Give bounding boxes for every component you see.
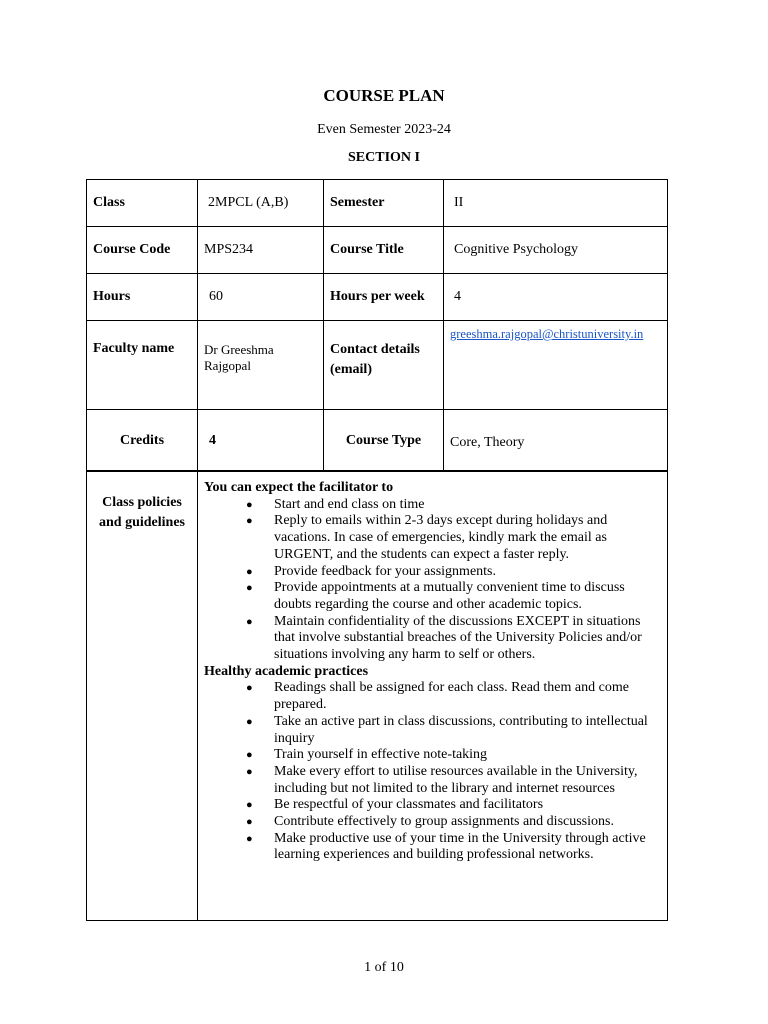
course-title-value: Cognitive Psychology (443, 226, 668, 274)
semester-label: Semester (323, 179, 444, 227)
credits-label: Credits (86, 409, 198, 472)
list-item: ● Provide feedback for your assignments. (204, 564, 661, 581)
contact-cell (443, 320, 668, 410)
policies-label: Class policies and guidelines (86, 470, 198, 921)
course-title-label: Course Title (323, 226, 444, 274)
facilitator-list (204, 497, 661, 664)
list-item: ● Take an active part in class discussions, contributing to intellectual inquiry (204, 714, 661, 747)
page-number: 1 of 10 (364, 960, 404, 975)
course-code-label: Course Code (86, 226, 198, 274)
practices-heading: Healthy academic practices (204, 663, 369, 679)
list-item: ● Provide appointments at a mutually convenient time to discuss doubts regarding the course and other academic topics. (204, 580, 661, 613)
contact-label: Contact details (email) (323, 320, 444, 410)
semester-value: II (443, 179, 668, 227)
semester-line: Even Semester 2023-24 (317, 122, 451, 137)
course-type-label: Course Type (323, 409, 444, 472)
list-item: ● Contribute effectively to group assignments and discussions. (204, 814, 661, 831)
list-item: ● Start and end class on time (204, 497, 661, 514)
section-heading: SECTION I (348, 150, 420, 165)
faculty-value: Dr Greeshma Rajgopal (197, 320, 324, 410)
course-info-table (86, 179, 668, 921)
list-item: ● Maintain confidentiality of the discussions EXCEPT in situations that involve substantial breaches of the University Policies and/or situations involving any harm to self or others. (204, 614, 661, 664)
document-title: COURSE PLAN (323, 86, 445, 105)
faculty-label: Faculty name (86, 320, 198, 410)
class-value: 2MPCL (A,B) (197, 179, 324, 227)
course-code-value: MPS234 (197, 226, 324, 274)
facilitator-heading: You can expect the facilitator to (204, 480, 394, 495)
list-item: ● Make every effort to utilise resources available in the University, including but not limited to the library and internet resources (204, 764, 661, 797)
class-label: Class (86, 179, 198, 227)
list-item: ● Train yourself in effective note-taking (204, 747, 661, 764)
hours-per-week-label: Hours per week (323, 273, 444, 321)
policies-content (197, 470, 668, 921)
hours-value: 60 (197, 273, 324, 321)
list-item: ● Make productive use of your time in the University through active learning experiences and building professional networks. (204, 831, 661, 864)
practices-list (204, 680, 661, 864)
credits-value: 4 (197, 409, 324, 472)
list-item: ● Be respectful of your classmates and facilitators (204, 797, 661, 814)
hours-label: Hours (86, 273, 198, 321)
hours-per-week-value: 4 (443, 273, 668, 321)
email-link[interactable]: greeshma.rajgopal@christuniversity.in (450, 327, 644, 341)
list-item: ● Readings shall be assigned for each class. Read them and come prepared. (204, 680, 661, 713)
course-type-value: Core, Theory (443, 409, 668, 472)
list-item: ● Reply to emails within 2-3 days except during holidays and vacations. In case of emergencies, kindly mark the email as URGENT, and the students can expect a faster reply. (204, 513, 661, 563)
